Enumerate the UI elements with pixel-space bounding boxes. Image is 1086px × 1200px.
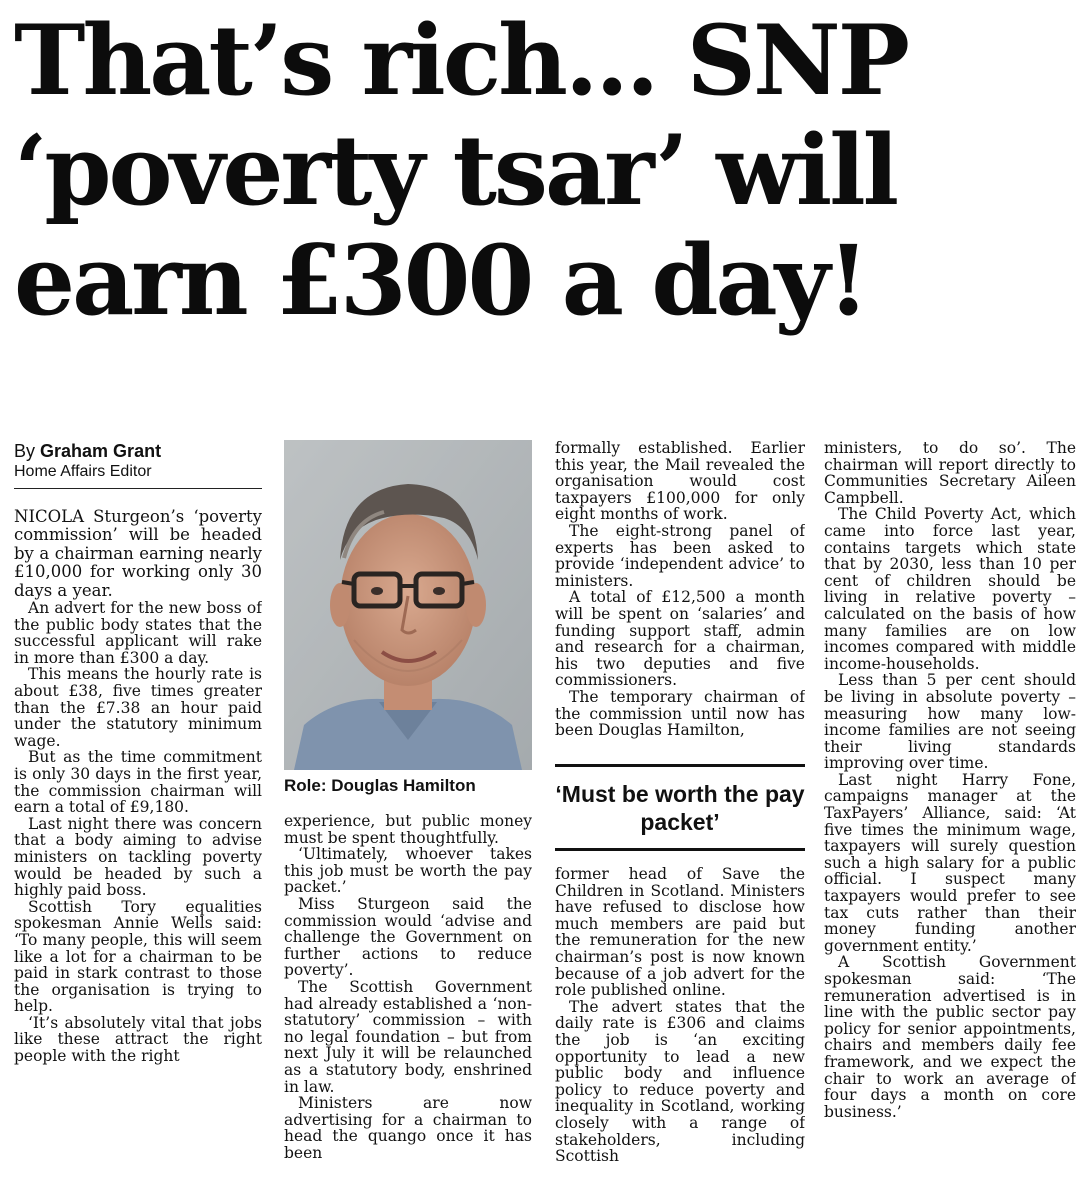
article-column-3-top: [555, 440, 805, 746]
pull-quote: [555, 764, 805, 852]
article-paragraph: A Scottish Government spokesman said: ‘The remuneration advertised is in line with the public sector pay policy for senior appointments, chairs and members daily fee framework, and we expect the chair to work an average of four days a month on core business.’: [824, 953, 1076, 1121]
byline-author: Graham Grant: [40, 441, 162, 461]
headline-line-3: earn £300 a day!: [14, 224, 867, 337]
article-paragraph: The Scottish Government had already established a ‘non-statutory’ commission – with no legal foundation – but from next July it will be relaunched as a statutory body, enshrined in law.: [284, 977, 532, 1096]
article-paragraph: Scottish Tory equalities spokesman Annie Wells said: ‘To many people, this will seem like a lot for a chairman to be paid in stark contrast to those the organisation is trying to help.: [14, 897, 262, 1016]
article-paragraph: Less than 5 per cent should be living in absolute poverty – measuring how many low-income families are not seeing their living standards improving over time.: [824, 671, 1076, 773]
article-paragraph: The eight-strong panel of experts has been asked to provide ‘independent advice’ to ministers.: [555, 521, 805, 590]
article-paragraph: Ministers are now advertising for a chairman to head the quango once it has been: [284, 1094, 532, 1162]
article-paragraph: ministers, to do so’. The chairman will report directly to Communities Secretary Aileen Campbell.: [824, 440, 1076, 507]
byline-prefix: By: [14, 441, 36, 461]
article-paragraph: ‘It’s absolutely vital that jobs like these attract the right people with the right: [14, 1013, 262, 1066]
article-column-2: [284, 813, 532, 1196]
portrait-photo: [284, 440, 532, 770]
article-paragraph: Miss Sturgeon said the commission would ‘advise and challenge the Government on further actions to reduce poverty’.: [284, 894, 532, 980]
headline-line-2: ‘poverty tsar’ will: [14, 114, 897, 227]
article-paragraph: The temporary chairman of the commission until now has been Douglas Hamilton,: [555, 687, 805, 740]
headline: [14, 6, 1076, 336]
article-paragraph: ‘Ultimately, whoever takes this job must be worth the pay packet.’: [284, 845, 532, 897]
headline-line-1: That’s rich... SNP: [14, 4, 907, 117]
article-paragraph: formally established. Earlier this year, the Mail revealed the organisation would cost taxpayers £100,000 for only eight months of work.: [555, 440, 805, 524]
article-paragraph: experience, but public money must be spent thoughtfully.: [284, 813, 532, 847]
byline-author-line: [14, 440, 262, 462]
byline: [14, 440, 262, 482]
article-paragraph: Last night Harry Fone, campaigns manager at the TaxPayers’ Alliance, said: ‘At five times the minimum wage, taxpayers will surely question such a high salary for a public official. I suspect many taxpayers would prefer to see tax cuts rather than their money funding another government entity.’: [824, 770, 1076, 955]
article-paragraph: The Child Poverty Act, which came into force last year, contains targets which state that by 2030, less than 10 per cent of children should be living in relative poverty – calculated on the basis of how many families are on low incomes compared with middle income-households.: [824, 505, 1076, 673]
article-paragraph: An advert for the new boss of the public body states that the successful applicant will rake in more than £300 a day.: [14, 599, 262, 667]
article-paragraph: But as the time commitment is only 30 days in the first year, the commission chairman will earn a total of £9,180.: [14, 748, 262, 817]
byline-divider: [14, 488, 262, 489]
pull-quote-bottom-rule: [555, 848, 805, 851]
article-paragraph: former head of Save the Children in Scotland. Ministers have refused to disclose how much members are paid but the remuneration for the new chairman’s post is now known because of a job advert for the role published online.: [555, 866, 805, 1000]
article-paragraph: This means the hourly rate is about £38, five times greater than the £7.38 an hour paid under the statutory minimum wage.: [14, 665, 262, 750]
article-column-1: [14, 508, 262, 1196]
article-column-3-bottom: [555, 866, 805, 1196]
article-paragraph: NICOLA Sturgeon’s ‘poverty commission’ will be headed by a chairman earning nearly £10,000 for working only 30 days a year.: [14, 508, 262, 600]
portrait-illustration: [284, 440, 532, 770]
article-paragraph: A total of £12,500 a month will be spent on ‘salaries’ and funding support staff, admin and research for a chairman, his two deputies and five commissioners.: [555, 588, 805, 690]
pull-quote-text: ‘Must be worth the pay packet’: [555, 781, 805, 835]
pull-quote-top-rule: [555, 764, 805, 767]
byline-role: Home Affairs Editor: [14, 463, 152, 480]
article-paragraph: The advert states that the daily rate is £306 and claims the job is ‘an exciting opportunity to lead a new public body and influence policy to reduce poverty and inequality in Scotland, working closely with a range of stakeholders, including Scottish: [555, 997, 805, 1166]
article-paragraph: Last night there was concern that a body aiming to advise ministers on tackling poverty would be headed by such a highly paid boss.: [14, 814, 262, 900]
photo-caption: Role: Douglas Hamilton: [284, 776, 476, 795]
article-column-4: [824, 440, 1076, 1196]
